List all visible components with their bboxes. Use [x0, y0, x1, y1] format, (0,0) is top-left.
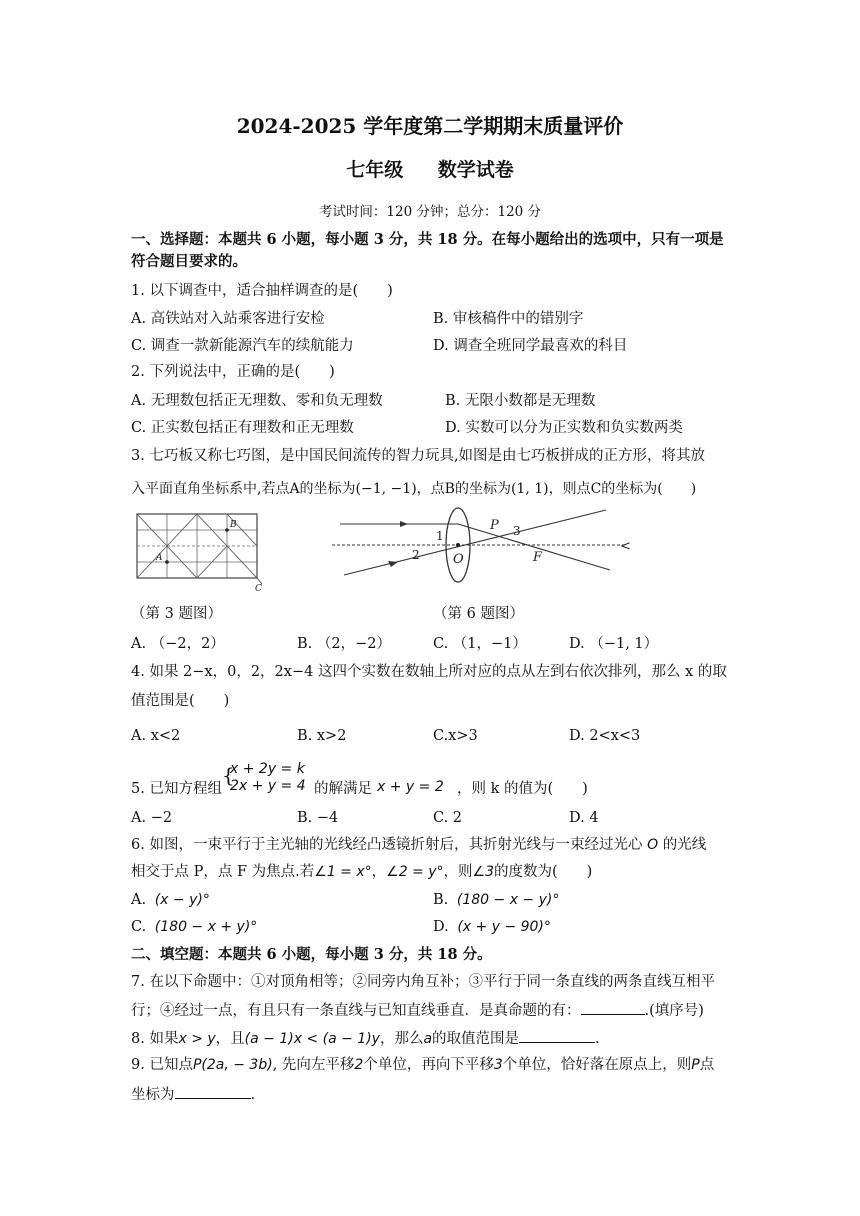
- q6-angle1: ∠1 = x°: [314, 864, 372, 880]
- q4-option-b: B. x>2: [297, 728, 347, 744]
- q5-equation-2: 2x + y = 4: [230, 778, 306, 794]
- q3-stem-line2: 入平面直角坐标系中,若点A的坐标为(−1, −1)，点B的坐标为(1, 1)，则点C的坐标为( ): [131, 481, 697, 497]
- q6-point-o-label: O: [453, 552, 464, 567]
- q5-option-c: C. 2: [433, 810, 463, 826]
- q5-option-b: B. −4: [297, 810, 339, 826]
- q7-line2: [131, 999, 704, 1021]
- q7-line2-end: .(填序号): [644, 1003, 704, 1019]
- q9-point: P(2a, − 3b): [192, 1057, 273, 1073]
- q6-option-d-label: D.: [433, 919, 449, 935]
- section1-heading-line2: 符合题目要求的。: [131, 253, 247, 270]
- q1-stem: 1. 以下调查中，适合抽样调查的是( ): [131, 283, 393, 299]
- q1-option-d: D. 调查全班同学最喜欢的科目: [433, 338, 628, 354]
- q9-end1: 点: [699, 1057, 715, 1073]
- q9-n1: 2: [354, 1057, 364, 1073]
- q6-option-a-label: A.: [131, 892, 147, 908]
- q7-answer-blank[interactable]: [581, 999, 645, 1015]
- q6-option-d-value: (x + y − 90)°: [457, 919, 551, 935]
- q4-stem-line1: 4. 如果 2−x，0，2，2x−4 这四个实数在数轴上所对应的点从左到右依次排列，那么 x 的取: [131, 664, 727, 680]
- q3-option-a: A. （−2，2）: [131, 636, 225, 652]
- q3-option-c: C. （1，−1）: [433, 636, 527, 652]
- q3-option-d: D. （−1, 1）: [569, 636, 659, 652]
- q6-line1-end: 的光线: [662, 837, 707, 853]
- q6-angle-1-label: 1: [436, 529, 444, 543]
- q9-line2: [131, 1083, 255, 1105]
- q6-line2-mid: ，则: [443, 864, 473, 880]
- q8-mid2: ，那么: [379, 1031, 424, 1047]
- q6-option-c-label: C.: [131, 919, 147, 935]
- q9-mid3: 个单位，恰好落在原点上，则: [502, 1057, 692, 1073]
- q8-variable: a: [423, 1031, 433, 1047]
- q4-option-d: D. 2<x<3: [569, 728, 641, 744]
- exam-subtitle: 七年级 数学试卷: [346, 159, 514, 181]
- q6-point-o: O: [647, 837, 659, 853]
- q6-point-f-label: F: [533, 550, 543, 565]
- q9-line2-end: .: [250, 1087, 256, 1103]
- q5-condition: x + y = 2: [377, 779, 444, 795]
- q2-option-c: C. 正实数包括正有理数和正无理数: [131, 420, 354, 436]
- q8-suffix: 的取值范围是: [432, 1031, 520, 1047]
- q6-angle2: ∠2 = y°: [386, 864, 444, 880]
- q7-line1: 7. 在以下命题中：①对顶角相等；②同旁内角互补；③平行于同一条直线的两条直线互相平: [131, 974, 715, 990]
- q3-point-a-label: A: [156, 553, 163, 563]
- section2-heading: 二、填空题：本题共 6 小题，每小题 3 分，共 18 分。: [131, 946, 492, 963]
- q8-prefix: 8. 如果: [131, 1031, 179, 1047]
- q4-option-a: A. x<2: [131, 728, 181, 744]
- q6-stem-line2: [131, 862, 592, 882]
- q8-mid: ，且: [215, 1031, 245, 1047]
- q5-equation-1: x + 2y = k: [230, 761, 305, 777]
- q9-n2: 3: [493, 1057, 503, 1073]
- q6-line1-text: 6. 如图，一束平行于主光轴的光线经凸透镜折射后，其折射光线与一束经过光心: [131, 837, 643, 853]
- q6-option-b: [433, 890, 559, 910]
- q6-angle-3-label: 3: [513, 524, 521, 538]
- q9-line1: [131, 1055, 714, 1075]
- q6-lens-figure: [330, 505, 650, 583]
- q6-line2-text: 相交于点 P，点 F 为焦点.若: [131, 864, 315, 880]
- q8-condition2: (a − 1)x < (a − 1)y: [244, 1031, 380, 1047]
- q6-line2-end: 的度数为( ): [493, 864, 593, 880]
- q6-option-b-value: (180 − x − y)°: [456, 892, 560, 908]
- q5-option-a: A. −2: [131, 810, 173, 826]
- q5-option-d: D. 4: [569, 810, 599, 826]
- q7-line2-text: 行；④经过一点，有且只有一条直线与已知直线垂直．是真命题的有：: [131, 1003, 581, 1019]
- q6-line2-sep: ，: [371, 864, 387, 880]
- q9-mid1: , 先向左平移: [272, 1057, 355, 1073]
- q2-option-d: D. 实数可以分为正实数和负实数两类: [445, 420, 683, 436]
- q5-prefix: 5. 已知方程组: [131, 781, 222, 797]
- q6-angle3: ∠3: [472, 864, 494, 880]
- q6-stem-line1: [131, 835, 706, 855]
- q6-option-a-value: (x − y)°: [154, 892, 210, 908]
- exam-title: 2024-2025 学年度第二学期期末质量评价: [236, 114, 624, 138]
- q6-option-c: [131, 917, 257, 937]
- q6-point-p-label: P: [490, 518, 499, 533]
- q1-option-b: B. 审核稿件中的错别字: [433, 311, 584, 327]
- q6-angle-2-label: 2: [412, 548, 420, 562]
- q1-option-a: A. 高铁站对入站乘客进行安检: [131, 311, 325, 327]
- q6-arrow-mark: <: [620, 539, 631, 554]
- exam-info: 考试时间：120 分钟；总分：120 分: [318, 204, 542, 220]
- q6-option-a: [131, 890, 210, 910]
- q6-option-c-value: (180 − x + y)°: [154, 919, 258, 935]
- q3-option-b: B. （2，−2）: [297, 636, 391, 652]
- q8-answer-blank[interactable]: [519, 1027, 595, 1043]
- q3-point-c-label: C: [255, 584, 262, 592]
- q3-tangram-figure: [130, 510, 270, 592]
- q3-stem-line1: 3. 七巧板又称七巧图，是中国民间流传的智力玩具,如图是由七巧板拼成的正方形，将其放: [131, 448, 706, 464]
- q9-prefix: 9. 已知点: [131, 1057, 193, 1073]
- q9-p: P: [691, 1057, 700, 1073]
- q2-option-b: B. 无限小数都是无理数: [445, 393, 596, 409]
- q2-option-a: A. 无理数包括正无理数、零和负无理数: [131, 393, 383, 409]
- q5-system-brace: {: [222, 763, 235, 787]
- q6-option-d: [433, 917, 551, 937]
- q4-option-c: C.x>3: [433, 728, 478, 744]
- q9-mid2: 个单位，再向下平移: [363, 1057, 494, 1073]
- q6-option-b-label: B.: [433, 892, 449, 908]
- q4-stem-line2: 值范围是( ): [131, 693, 230, 709]
- q1-option-c: C. 调查一款新能源汽车的续航能力: [131, 338, 354, 354]
- q5-suffix: ，则 k 的值为( ): [457, 781, 588, 797]
- q3-point-b-label: B: [230, 520, 237, 530]
- q8-end: .: [595, 1031, 600, 1047]
- q8-line: [131, 1027, 600, 1049]
- q9-answer-blank[interactable]: [175, 1083, 251, 1099]
- q5-middle: 的解满足: [314, 781, 372, 797]
- q6-figure-caption: （第 6 题图）: [433, 606, 524, 622]
- q3-figure-caption: （第 3 题图）: [131, 606, 222, 622]
- q8-condition1: x > y: [178, 1031, 216, 1047]
- section1-heading-line1: 一、选择题：本题共 6 小题，每小题 3 分，共 18 分。在每小题给出的选项中，只有一项是: [131, 231, 724, 248]
- q9-line2-text: 坐标为: [131, 1087, 175, 1103]
- q2-stem: 2. 下列说法中，正确的是( ): [131, 364, 335, 380]
